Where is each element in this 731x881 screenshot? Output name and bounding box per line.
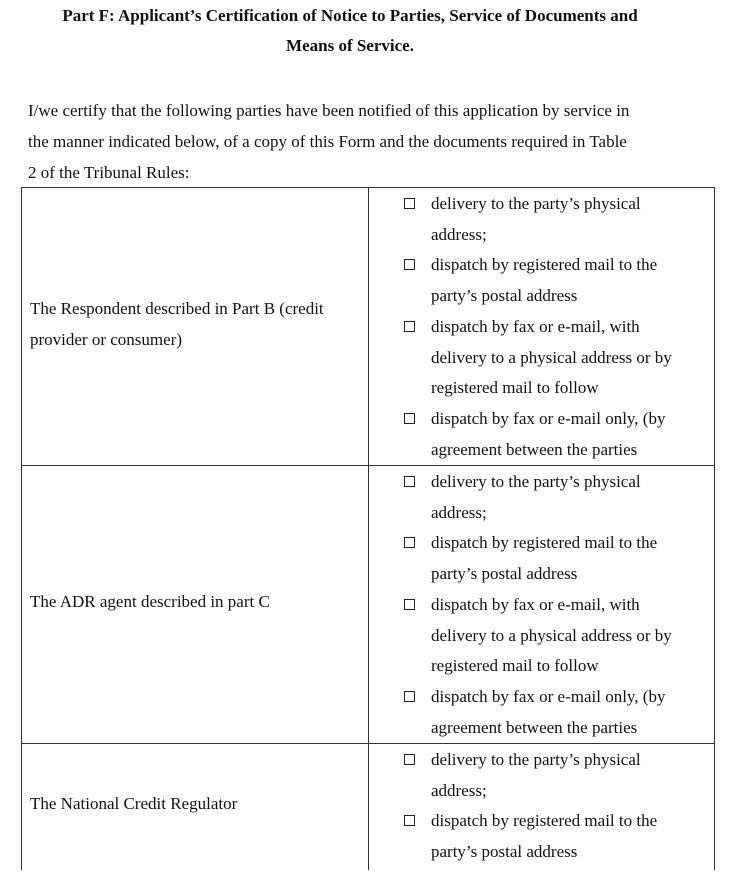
service-option-fax-email-only xyxy=(404,682,714,743)
service-option-registered-mail xyxy=(404,806,714,867)
checkbox[interactable] xyxy=(404,599,415,610)
checkbox[interactable] xyxy=(404,476,415,487)
certification-statement-line: I/we certify that the following parties have been notified of this application by service in xyxy=(28,101,630,120)
service-options-adr-agent xyxy=(404,467,714,743)
option-label: dispatch by fax or e-mail, with xyxy=(431,594,640,614)
service-option-physical-delivery xyxy=(404,467,714,528)
party-label: The National Credit Regulator xyxy=(30,794,238,813)
option-label: address; xyxy=(431,224,487,244)
option-label: party’s postal address xyxy=(431,564,578,584)
option-label: dispatch by registered mail to the xyxy=(431,533,658,553)
option-label: dispatch by fax or e-mail only, (by xyxy=(431,408,666,428)
party-label: The Respondent described in Part B (credit xyxy=(30,299,324,318)
option-label: dispatch by fax or e-mail only, (by xyxy=(431,686,666,706)
option-label: delivery to the party’s physical xyxy=(431,194,641,213)
option-label: dispatch by registered mail to the xyxy=(431,811,658,831)
party-cell-respondent xyxy=(30,293,360,355)
service-option-physical-delivery xyxy=(404,745,714,806)
option-label: agreement between the parties xyxy=(431,717,638,737)
checkbox[interactable] xyxy=(404,815,415,826)
checkbox[interactable] xyxy=(404,754,415,765)
service-option-physical-delivery xyxy=(404,189,714,250)
option-label: registered mail to follow xyxy=(431,656,599,676)
party-label: provider or consumer) xyxy=(30,330,183,349)
certification-statement xyxy=(28,95,718,188)
service-options-national-credit-regulator xyxy=(404,745,714,868)
option-label: delivery to the party’s physical xyxy=(431,472,641,491)
option-label: party’s postal address xyxy=(431,842,578,862)
option-label: delivery to the party’s physical xyxy=(431,750,641,769)
checkbox[interactable] xyxy=(404,537,415,548)
option-label: dispatch by registered mail to the xyxy=(431,255,658,275)
option-label: agreement between the parties xyxy=(431,439,638,459)
option-label: address; xyxy=(431,502,487,522)
service-table xyxy=(21,187,715,870)
form-part-heading-continued: Means of Service. xyxy=(286,36,414,55)
party-cell-national-credit-regulator xyxy=(30,788,360,819)
certification-statement-line: 2 of the Tribunal Rules: xyxy=(28,163,190,182)
option-label: dispatch by fax or e-mail, with xyxy=(431,316,640,336)
checkbox[interactable] xyxy=(404,321,415,332)
option-label: delivery to a physical address or by xyxy=(431,347,672,367)
option-label: delivery to a physical address or by xyxy=(431,625,672,645)
checkbox[interactable] xyxy=(404,691,415,702)
service-options-respondent xyxy=(404,189,714,465)
party-label: The ADR agent described in part C xyxy=(30,592,270,611)
service-option-fax-email-with-followup xyxy=(404,312,714,404)
party-cell-adr-agent xyxy=(30,586,360,617)
checkbox[interactable] xyxy=(404,259,415,270)
certification-statement-line: the manner indicated below, of a copy of this Form and the documents required in Table xyxy=(28,132,627,151)
option-label: registered mail to follow xyxy=(431,378,599,398)
service-option-fax-email-with-followup xyxy=(404,590,714,682)
checkbox[interactable] xyxy=(404,413,415,424)
service-option-fax-email-only xyxy=(404,404,714,465)
option-label: party’s postal address xyxy=(431,286,578,306)
checkbox[interactable] xyxy=(404,198,415,209)
option-label: address; xyxy=(431,780,487,800)
service-option-registered-mail xyxy=(404,528,714,589)
form-part-heading: Part F: Applicant’s Certification of Notice to Parties, Service of Documents and xyxy=(62,6,638,25)
service-option-registered-mail xyxy=(404,250,714,311)
